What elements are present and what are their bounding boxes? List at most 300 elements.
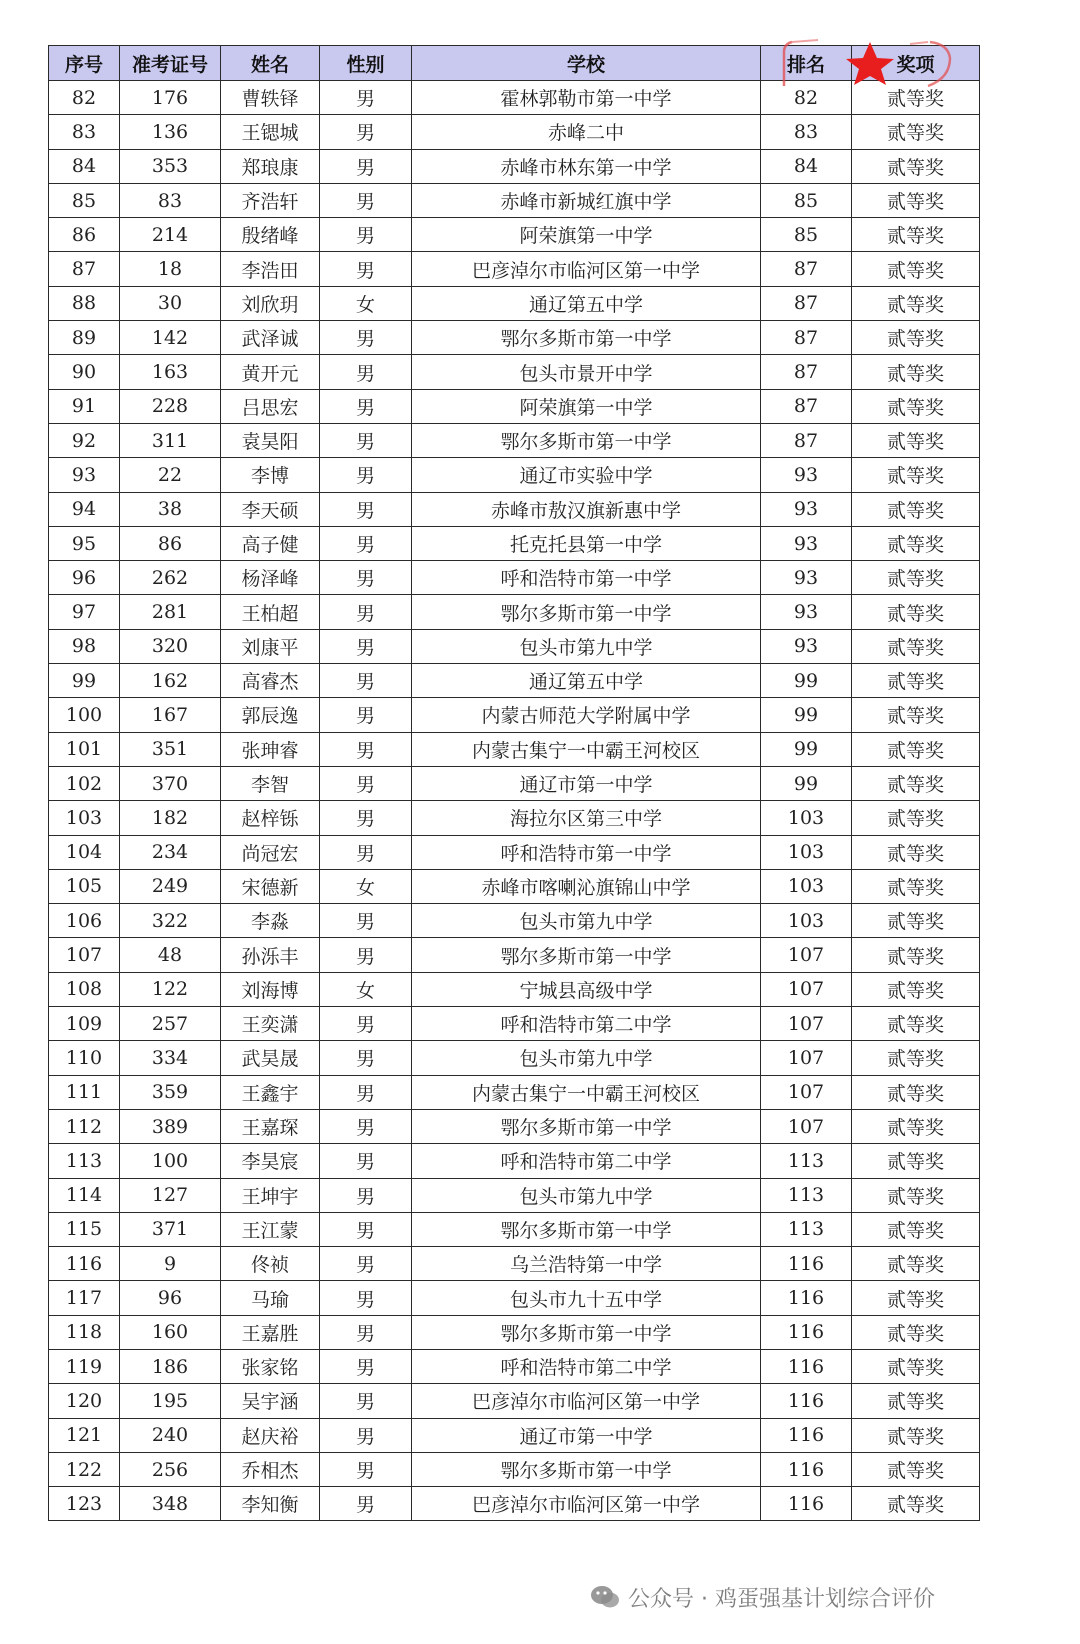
table-row <box>49 1487 980 1521</box>
cell-serial: 94 <box>49 492 120 526</box>
cell-rank: 99 <box>761 664 852 698</box>
cell-exam-id: 48 <box>120 938 221 972</box>
table-row <box>49 1212 980 1246</box>
cell-serial: 88 <box>49 286 120 320</box>
cell-rank: 107 <box>761 1109 852 1143</box>
cell-name: 尚冠宏 <box>221 835 320 869</box>
cell-school: 托克托县第一中学 <box>412 526 761 560</box>
cell-name: 李博 <box>221 458 320 492</box>
cell-school: 包头市九十五中学 <box>412 1281 761 1315</box>
cell-serial: 109 <box>49 1007 120 1041</box>
cell-gender: 男 <box>320 1281 412 1315</box>
header-rank: 排名 <box>761 46 852 81</box>
cell-serial: 107 <box>49 938 120 972</box>
cell-exam-id: 228 <box>120 389 221 423</box>
cell-school: 阿荣旗第一中学 <box>412 218 761 252</box>
cell-rank: 93 <box>761 629 852 663</box>
table-row <box>49 698 980 732</box>
cell-award: 贰等奖 <box>852 1349 980 1383</box>
cell-name: 杨泽峰 <box>221 561 320 595</box>
cell-award: 贰等奖 <box>852 1109 980 1143</box>
cell-name: 殷绪峰 <box>221 218 320 252</box>
cell-rank: 103 <box>761 835 852 869</box>
table-header-row <box>49 46 980 81</box>
cell-name: 李知衡 <box>221 1487 320 1521</box>
cell-rank: 107 <box>761 938 852 972</box>
table-row <box>49 1315 980 1349</box>
table-row <box>49 115 980 149</box>
cell-serial: 113 <box>49 1144 120 1178</box>
cell-school: 赤峰市林东第一中学 <box>412 149 761 183</box>
cell-serial: 102 <box>49 766 120 800</box>
cell-gender: 男 <box>320 115 412 149</box>
cell-award: 贰等奖 <box>852 149 980 183</box>
table-row <box>49 938 980 972</box>
cell-serial: 100 <box>49 698 120 732</box>
cell-award: 贰等奖 <box>852 81 980 115</box>
cell-award: 贰等奖 <box>852 252 980 286</box>
cell-name: 刘康平 <box>221 629 320 663</box>
cell-name: 李天硕 <box>221 492 320 526</box>
cell-award: 贰等奖 <box>852 1178 980 1212</box>
cell-gender: 女 <box>320 286 412 320</box>
cell-rank: 116 <box>761 1487 852 1521</box>
table-row <box>49 526 980 560</box>
cell-rank: 87 <box>761 355 852 389</box>
cell-school: 呼和浩特市第二中学 <box>412 1144 761 1178</box>
table-row <box>49 149 980 183</box>
cell-school: 鄂尔多斯市第一中学 <box>412 595 761 629</box>
cell-rank: 87 <box>761 286 852 320</box>
cell-rank: 107 <box>761 1041 852 1075</box>
table-row <box>49 561 980 595</box>
cell-award: 贰等奖 <box>852 1075 980 1109</box>
cell-gender: 男 <box>320 149 412 183</box>
cell-award: 贰等奖 <box>852 664 980 698</box>
cell-name: 李智 <box>221 766 320 800</box>
cell-gender: 男 <box>320 1144 412 1178</box>
table-row <box>49 286 980 320</box>
cell-school: 包头市第九中学 <box>412 629 761 663</box>
cell-award: 贰等奖 <box>852 183 980 217</box>
cell-award: 贰等奖 <box>852 1007 980 1041</box>
cell-name: 王锶城 <box>221 115 320 149</box>
cell-rank: 93 <box>761 595 852 629</box>
cell-serial: 114 <box>49 1178 120 1212</box>
cell-school: 巴彦淖尔市临河区第一中学 <box>412 1384 761 1418</box>
cell-name: 郑琅康 <box>221 149 320 183</box>
cell-school: 内蒙古集宁一中霸王河校区 <box>412 1075 761 1109</box>
cell-gender: 男 <box>320 595 412 629</box>
cell-award: 贰等奖 <box>852 801 980 835</box>
cell-name: 王嘉胜 <box>221 1315 320 1349</box>
cell-gender: 男 <box>320 1247 412 1281</box>
cell-exam-id: 83 <box>120 183 221 217</box>
cell-name: 齐浩轩 <box>221 183 320 217</box>
table-row <box>49 801 980 835</box>
cell-school: 巴彦淖尔市临河区第一中学 <box>412 252 761 286</box>
cell-exam-id: 122 <box>120 972 221 1006</box>
cell-name: 张珅睿 <box>221 732 320 766</box>
cell-award: 贰等奖 <box>852 1487 980 1521</box>
cell-name: 赵梓铄 <box>221 801 320 835</box>
table-row <box>49 1349 980 1383</box>
cell-rank: 113 <box>761 1212 852 1246</box>
cell-serial: 118 <box>49 1315 120 1349</box>
award-results-table <box>48 45 980 1521</box>
wechat-icon <box>590 1584 620 1610</box>
cell-exam-id: 371 <box>120 1212 221 1246</box>
cell-award: 贰等奖 <box>852 526 980 560</box>
cell-rank: 93 <box>761 458 852 492</box>
cell-exam-id: 249 <box>120 869 221 903</box>
table-row <box>49 1041 980 1075</box>
cell-name: 李浩田 <box>221 252 320 286</box>
table-row <box>49 869 980 903</box>
cell-award: 贰等奖 <box>852 938 980 972</box>
cell-school: 呼和浩特市第一中学 <box>412 561 761 595</box>
cell-exam-id: 320 <box>120 629 221 663</box>
cell-exam-id: 22 <box>120 458 221 492</box>
cell-name: 孙泺丰 <box>221 938 320 972</box>
cell-school: 包头市第九中学 <box>412 1041 761 1075</box>
cell-name: 王坤宇 <box>221 1178 320 1212</box>
cell-rank: 113 <box>761 1144 852 1178</box>
cell-school: 霍林郭勒市第一中学 <box>412 81 761 115</box>
cell-serial: 101 <box>49 732 120 766</box>
cell-school: 内蒙古师范大学附属中学 <box>412 698 761 732</box>
cell-school: 包头市第九中学 <box>412 1178 761 1212</box>
cell-gender: 男 <box>320 835 412 869</box>
cell-award: 贰等奖 <box>852 355 980 389</box>
cell-gender: 男 <box>320 801 412 835</box>
cell-gender: 男 <box>320 81 412 115</box>
header-school: 学校 <box>412 46 761 81</box>
cell-name: 王嘉琛 <box>221 1109 320 1143</box>
cell-exam-id: 100 <box>120 1144 221 1178</box>
cell-gender: 男 <box>320 1007 412 1041</box>
cell-school: 鄂尔多斯市第一中学 <box>412 423 761 457</box>
cell-award: 贰等奖 <box>852 732 980 766</box>
cell-gender: 男 <box>320 423 412 457</box>
cell-serial: 97 <box>49 595 120 629</box>
cell-exam-id: 240 <box>120 1418 221 1452</box>
cell-exam-id: 167 <box>120 698 221 732</box>
cell-gender: 男 <box>320 1349 412 1383</box>
cell-gender: 男 <box>320 1178 412 1212</box>
cell-name: 袁昊阳 <box>221 423 320 457</box>
table-row <box>49 1281 980 1315</box>
cell-rank: 116 <box>761 1281 852 1315</box>
cell-gender: 男 <box>320 1212 412 1246</box>
cell-exam-id: 234 <box>120 835 221 869</box>
cell-rank: 83 <box>761 115 852 149</box>
table-row <box>49 183 980 217</box>
cell-exam-id: 176 <box>120 81 221 115</box>
cell-exam-id: 262 <box>120 561 221 595</box>
cell-award: 贰等奖 <box>852 595 980 629</box>
cell-school: 通辽第五中学 <box>412 664 761 698</box>
cell-name: 李昊宸 <box>221 1144 320 1178</box>
cell-serial: 108 <box>49 972 120 1006</box>
cell-exam-id: 256 <box>120 1452 221 1486</box>
cell-serial: 120 <box>49 1384 120 1418</box>
cell-name: 黄开元 <box>221 355 320 389</box>
cell-award: 贰等奖 <box>852 766 980 800</box>
cell-serial: 111 <box>49 1075 120 1109</box>
cell-rank: 116 <box>761 1315 852 1349</box>
cell-gender: 男 <box>320 938 412 972</box>
header-serial: 序号 <box>49 46 120 81</box>
cell-serial: 122 <box>49 1452 120 1486</box>
table-row <box>49 1452 980 1486</box>
cell-rank: 99 <box>761 732 852 766</box>
cell-rank: 107 <box>761 1075 852 1109</box>
cell-gender: 男 <box>320 1041 412 1075</box>
cell-exam-id: 334 <box>120 1041 221 1075</box>
table-row <box>49 218 980 252</box>
cell-exam-id: 127 <box>120 1178 221 1212</box>
cell-exam-id: 389 <box>120 1109 221 1143</box>
cell-school: 通辽第五中学 <box>412 286 761 320</box>
cell-name: 王江蒙 <box>221 1212 320 1246</box>
cell-serial: 103 <box>49 801 120 835</box>
table-row <box>49 664 980 698</box>
cell-award: 贰等奖 <box>852 1418 980 1452</box>
cell-award: 贰等奖 <box>852 458 980 492</box>
cell-rank: 87 <box>761 389 852 423</box>
cell-school: 赤峰二中 <box>412 115 761 149</box>
cell-school: 通辽市实验中学 <box>412 458 761 492</box>
cell-gender: 男 <box>320 664 412 698</box>
cell-name: 刘海博 <box>221 972 320 1006</box>
cell-award: 贰等奖 <box>852 835 980 869</box>
cell-gender: 男 <box>320 629 412 663</box>
table-row <box>49 972 980 1006</box>
table-row <box>49 492 980 526</box>
cell-rank: 113 <box>761 1178 852 1212</box>
cell-gender: 男 <box>320 321 412 355</box>
cell-serial: 93 <box>49 458 120 492</box>
table-row <box>49 1178 980 1212</box>
table-row <box>49 904 980 938</box>
cell-serial: 86 <box>49 218 120 252</box>
cell-serial: 91 <box>49 389 120 423</box>
cell-award: 贰等奖 <box>852 389 980 423</box>
cell-award: 贰等奖 <box>852 492 980 526</box>
header-award: 奖项 <box>852 46 980 81</box>
cell-exam-id: 281 <box>120 595 221 629</box>
cell-gender: 女 <box>320 869 412 903</box>
cell-school: 通辽市第一中学 <box>412 766 761 800</box>
cell-serial: 105 <box>49 869 120 903</box>
cell-serial: 123 <box>49 1487 120 1521</box>
cell-gender: 男 <box>320 1418 412 1452</box>
cell-name: 武昊晟 <box>221 1041 320 1075</box>
table-row <box>49 1007 980 1041</box>
cell-award: 贰等奖 <box>852 972 980 1006</box>
cell-rank: 93 <box>761 492 852 526</box>
cell-school: 呼和浩特市第二中学 <box>412 1349 761 1383</box>
cell-award: 贰等奖 <box>852 115 980 149</box>
cell-exam-id: 9 <box>120 1247 221 1281</box>
cell-school: 赤峰市新城红旗中学 <box>412 183 761 217</box>
table-row <box>49 1384 980 1418</box>
cell-name: 王奕潇 <box>221 1007 320 1041</box>
cell-serial: 85 <box>49 183 120 217</box>
table-row <box>49 595 980 629</box>
cell-rank: 107 <box>761 1007 852 1041</box>
cell-name: 宋德新 <box>221 869 320 903</box>
cell-school: 阿荣旗第一中学 <box>412 389 761 423</box>
cell-name: 曹轶铎 <box>221 81 320 115</box>
cell-rank: 116 <box>761 1418 852 1452</box>
cell-name: 王柏超 <box>221 595 320 629</box>
cell-award: 贰等奖 <box>852 1041 980 1075</box>
cell-award: 贰等奖 <box>852 1247 980 1281</box>
cell-rank: 93 <box>761 561 852 595</box>
cell-gender: 男 <box>320 183 412 217</box>
cell-serial: 112 <box>49 1109 120 1143</box>
cell-serial: 83 <box>49 115 120 149</box>
cell-school: 海拉尔区第三中学 <box>412 801 761 835</box>
cell-gender: 男 <box>320 218 412 252</box>
cell-rank: 103 <box>761 869 852 903</box>
table-row <box>49 1075 980 1109</box>
table-row <box>49 1144 980 1178</box>
cell-serial: 87 <box>49 252 120 286</box>
cell-award: 贰等奖 <box>852 1212 980 1246</box>
cell-rank: 82 <box>761 81 852 115</box>
cell-gender: 男 <box>320 492 412 526</box>
cell-exam-id: 160 <box>120 1315 221 1349</box>
cell-award: 贰等奖 <box>852 1452 980 1486</box>
cell-rank: 116 <box>761 1247 852 1281</box>
table-row <box>49 389 980 423</box>
cell-exam-id: 257 <box>120 1007 221 1041</box>
cell-award: 贰等奖 <box>852 1144 980 1178</box>
cell-rank: 87 <box>761 423 852 457</box>
cell-serial: 84 <box>49 149 120 183</box>
cell-exam-id: 162 <box>120 664 221 698</box>
cell-school: 呼和浩特市第二中学 <box>412 1007 761 1041</box>
cell-award: 贰等奖 <box>852 1281 980 1315</box>
cell-award: 贰等奖 <box>852 1315 980 1349</box>
cell-serial: 96 <box>49 561 120 595</box>
cell-exam-id: 30 <box>120 286 221 320</box>
cell-exam-id: 353 <box>120 149 221 183</box>
cell-school: 包头市景开中学 <box>412 355 761 389</box>
cell-rank: 116 <box>761 1452 852 1486</box>
cell-school: 呼和浩特市第一中学 <box>412 835 761 869</box>
table-row <box>49 252 980 286</box>
cell-school: 宁城县高级中学 <box>412 972 761 1006</box>
cell-serial: 119 <box>49 1349 120 1383</box>
cell-rank: 85 <box>761 183 852 217</box>
cell-school: 巴彦淖尔市临河区第一中学 <box>412 1487 761 1521</box>
cell-serial: 90 <box>49 355 120 389</box>
cell-award: 贰等奖 <box>852 423 980 457</box>
table-row <box>49 423 980 457</box>
cell-gender: 男 <box>320 458 412 492</box>
cell-school: 鄂尔多斯市第一中学 <box>412 1109 761 1143</box>
cell-school: 赤峰市敖汉旗新惠中学 <box>412 492 761 526</box>
cell-award: 贰等奖 <box>852 698 980 732</box>
cell-award: 贰等奖 <box>852 218 980 252</box>
cell-exam-id: 351 <box>120 732 221 766</box>
cell-name: 吕思宏 <box>221 389 320 423</box>
cell-exam-id: 322 <box>120 904 221 938</box>
cell-gender: 男 <box>320 526 412 560</box>
cell-exam-id: 142 <box>120 321 221 355</box>
cell-rank: 116 <box>761 1349 852 1383</box>
table-row <box>49 835 980 869</box>
table-row <box>49 1418 980 1452</box>
cell-gender: 男 <box>320 1452 412 1486</box>
cell-exam-id: 311 <box>120 423 221 457</box>
cell-name: 武泽诚 <box>221 321 320 355</box>
cell-gender: 男 <box>320 389 412 423</box>
cell-exam-id: 359 <box>120 1075 221 1109</box>
cell-name: 佟祯 <box>221 1247 320 1281</box>
cell-exam-id: 370 <box>120 766 221 800</box>
cell-serial: 106 <box>49 904 120 938</box>
header-gender: 性别 <box>320 46 412 81</box>
cell-name: 刘欣玥 <box>221 286 320 320</box>
cell-name: 高睿杰 <box>221 664 320 698</box>
cell-name: 郭辰逸 <box>221 698 320 732</box>
cell-exam-id: 96 <box>120 1281 221 1315</box>
cell-gender: 男 <box>320 1384 412 1418</box>
cell-exam-id: 195 <box>120 1384 221 1418</box>
header-name: 姓名 <box>221 46 320 81</box>
cell-school: 赤峰市喀喇沁旗锦山中学 <box>412 869 761 903</box>
cell-rank: 99 <box>761 698 852 732</box>
cell-exam-id: 163 <box>120 355 221 389</box>
table-row <box>49 355 980 389</box>
cell-serial: 104 <box>49 835 120 869</box>
cell-gender: 女 <box>320 972 412 1006</box>
cell-name: 乔相杰 <box>221 1452 320 1486</box>
cell-name: 李淼 <box>221 904 320 938</box>
cell-serial: 117 <box>49 1281 120 1315</box>
cell-school: 鄂尔多斯市第一中学 <box>412 1212 761 1246</box>
cell-rank: 103 <box>761 904 852 938</box>
cell-award: 贰等奖 <box>852 869 980 903</box>
cell-serial: 110 <box>49 1041 120 1075</box>
cell-gender: 男 <box>320 355 412 389</box>
cell-exam-id: 214 <box>120 218 221 252</box>
cell-gender: 男 <box>320 732 412 766</box>
cell-exam-id: 186 <box>120 1349 221 1383</box>
cell-gender: 男 <box>320 904 412 938</box>
table-row <box>49 321 980 355</box>
cell-exam-id: 18 <box>120 252 221 286</box>
cell-award: 贰等奖 <box>852 1384 980 1418</box>
cell-serial: 92 <box>49 423 120 457</box>
cell-award: 贰等奖 <box>852 561 980 595</box>
cell-name: 王鑫宇 <box>221 1075 320 1109</box>
cell-school: 乌兰浩特第一中学 <box>412 1247 761 1281</box>
cell-rank: 107 <box>761 972 852 1006</box>
cell-rank: 87 <box>761 321 852 355</box>
table-row <box>49 1247 980 1281</box>
cell-gender: 男 <box>320 561 412 595</box>
cell-name: 马瑜 <box>221 1281 320 1315</box>
table-body <box>49 81 980 1521</box>
cell-serial: 82 <box>49 81 120 115</box>
cell-serial: 116 <box>49 1247 120 1281</box>
